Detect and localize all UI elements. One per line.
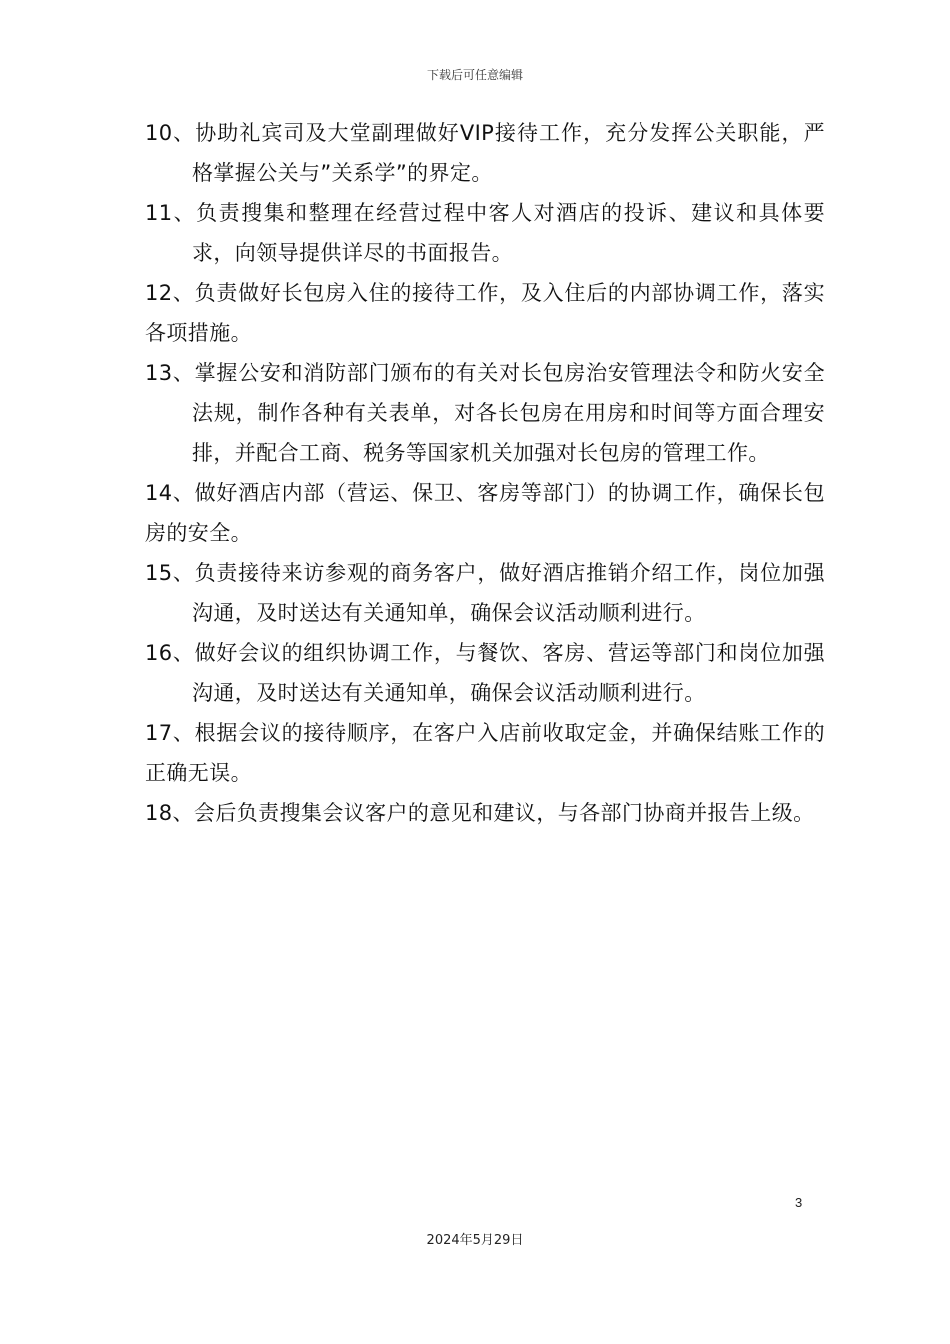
list-item-15: 15、负责接待来访参观的商务客户，做好酒店推销介绍工作，岗位加强沟通，及时送达有关通知单，确保会议活动顺利进行。 (145, 561, 825, 625)
page-number: 3 (795, 1195, 803, 1210)
list-item-10: 10、协助礼宾司及大堂副理做好VIP接待工作，充分发挥公关职能，严格掌握公关与”关系学”的界定。 (145, 121, 825, 185)
list-item-17: 17、根据会议的接待顺序，在客户入店前收取定金，并确保结账工作的正确无误。 (145, 721, 825, 785)
list-item-11: 11、负责搜集和整理在经营过程中客人对酒店的投诉、建议和具体要求，向领导提供详尽的书面报告。 (145, 201, 825, 265)
page-footer-date: 2024年5月29日 (426, 1233, 524, 1248)
list-item-16: 16、做好会议的组织协调工作，与餐饮、客房、营运等部门和岗位加强沟通，及时送达有关通知单，确保会议活动顺利进行。 (145, 641, 825, 705)
list-item-12: 12、负责做好长包房入住的接待工作，及入住后的内部协调工作，落实各项措施。 (145, 281, 825, 345)
document-body (145, 113, 825, 833)
list-item-14: 14、做好酒店内部（营运、保卫、客房等部门）的协调工作，确保长包房的安全。 (145, 481, 825, 545)
page-header: 下载后可任意编辑 (426, 68, 523, 82)
list-item-18: 18、会后负责搜集会议客户的意见和建议，与各部门协商并报告上级。 (145, 801, 815, 825)
list-item-13: 13、掌握公安和消防部门颁布的有关对长包房治安管理法令和防火安全法规，制作各种有关表单，对各长包房在用房和时间等方面合理安排，并配合工商、税务等国家机关加强对长包房的管理工作。 (145, 361, 825, 465)
